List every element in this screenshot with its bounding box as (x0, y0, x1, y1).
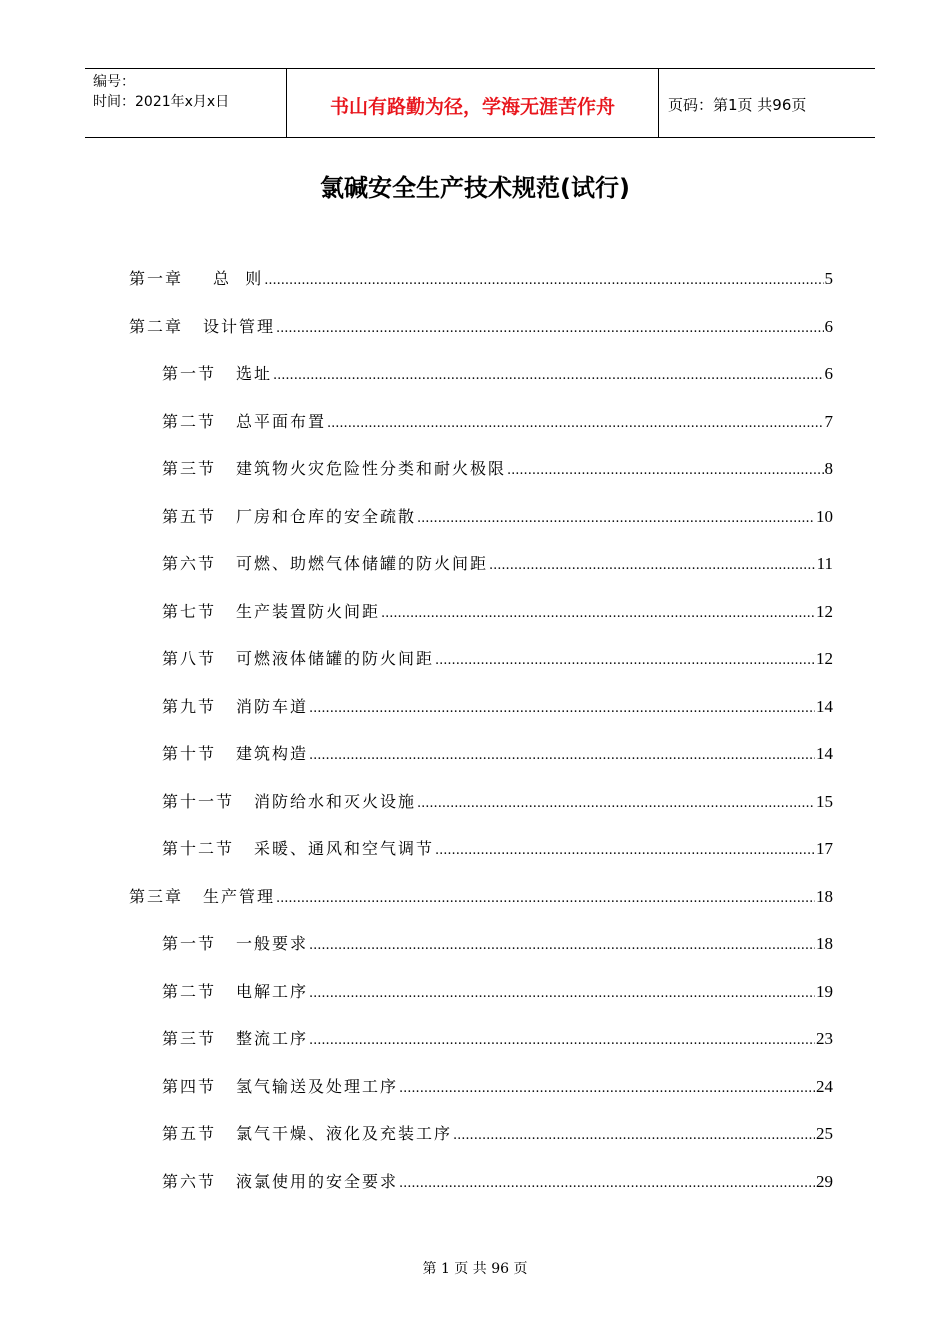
toc-entry-title: 生产装置防火间距 (236, 601, 381, 621)
toc-entry-title: 可燃、助燃气体储罐的防火间距 (236, 554, 489, 573)
toc-entry-title: 生产管理 (203, 886, 276, 906)
toc-entry-number: 第七节 (162, 601, 217, 621)
toc-leader-dots (435, 653, 815, 668)
toc-entry[interactable] (162, 1121, 833, 1145)
time-label: 时间：2021年x月x日 (93, 94, 230, 110)
toc-entry-number: 第九节 (162, 696, 217, 716)
toc-entry[interactable] (162, 1074, 833, 1098)
toc-entry-title: 设计管理 (203, 316, 276, 336)
toc-entry-number: 第二节 (162, 411, 217, 431)
toc-entry-title: 液氯使用的安全要求 (236, 1171, 399, 1191)
toc-entry-title: 可燃液体储罐的防火间距 (236, 649, 435, 668)
toc-entry-page: 7 (824, 411, 833, 431)
toc-entry-number: 第一节 (162, 364, 217, 383)
toc-entry-page: 6 (824, 364, 833, 383)
toc-entry-number: 第一节 (162, 934, 217, 953)
toc-entry-number: 第三章 (129, 886, 184, 906)
toc-entry-number: 第八节 (162, 649, 217, 668)
document-title: 氯碱安全生产技术规范(试行) (320, 174, 630, 202)
toc-entry[interactable] (162, 456, 833, 480)
toc-entry-title: 整流工序 (236, 1029, 309, 1048)
toc-leader-dots (309, 938, 815, 953)
number-label: 编号： (93, 74, 135, 90)
toc-entry[interactable] (162, 409, 833, 433)
toc-entry-page: 10 (816, 506, 833, 526)
toc-entry-page: 14 (816, 744, 833, 763)
toc-entry-title: 总 则 (213, 269, 264, 288)
toc-entry[interactable] (162, 931, 833, 955)
toc-entry-number: 第十节 (162, 744, 217, 763)
toc-entry-number: 第五节 (162, 506, 217, 526)
toc-entry-page: 23 (816, 1029, 833, 1048)
toc-entry-page: 19 (816, 981, 833, 1001)
toc-entry-title: 氢气输送及处理工序 (236, 1076, 399, 1096)
toc-entry-number: 第三节 (162, 1029, 217, 1048)
toc-entry-title: 氯气干燥、液化及充装工序 (236, 1124, 453, 1143)
toc-leader-dots (309, 701, 815, 716)
toc-entry-number: 第六节 (162, 1171, 217, 1191)
toc-entry[interactable] (162, 789, 833, 813)
toc-entry-page: 18 (816, 934, 833, 953)
toc-entry[interactable] (162, 694, 833, 718)
toc-leader-dots (327, 416, 823, 431)
header-page-info: 页码：第1页 共96页 (668, 95, 807, 114)
toc-entry-title: 总平面布置 (236, 411, 327, 431)
page-footer: 第 1 页 共 96 页 (422, 1261, 528, 1277)
toc-entry[interactable] (129, 266, 833, 290)
toc-entry-title: 消防车道 (236, 696, 309, 716)
toc-entry-page: 29 (816, 1171, 833, 1191)
toc-entry-page: 8 (824, 459, 833, 478)
toc-entry-page: 11 (816, 554, 833, 573)
toc-entry[interactable] (129, 314, 833, 338)
toc-entry-title: 一般要求 (236, 934, 309, 953)
toc-leader-dots (507, 463, 823, 478)
toc-leader-dots (399, 1176, 815, 1191)
toc-entry-title: 厂房和仓库的安全疏散 (236, 506, 417, 526)
toc-entry-number: 第二节 (162, 981, 217, 1001)
toc-entry-title: 消防给水和灭火设施 (254, 791, 417, 811)
toc-entry-number: 第六节 (162, 554, 217, 573)
toc-entry-number: 第十二节 (162, 839, 235, 858)
toc-leader-dots (276, 321, 823, 336)
toc-entry[interactable] (162, 836, 833, 860)
toc-leader-dots (276, 891, 815, 906)
toc-leader-dots (264, 273, 823, 288)
toc-entry[interactable] (162, 361, 833, 385)
toc-entry[interactable] (162, 504, 833, 528)
toc-entry[interactable] (162, 551, 833, 575)
toc-entry[interactable] (162, 646, 833, 670)
toc-leader-dots (381, 606, 815, 621)
toc-leader-dots (453, 1128, 815, 1143)
page-header (85, 68, 875, 138)
toc-entry-page: 15 (816, 791, 833, 811)
toc-leader-dots (309, 1033, 815, 1048)
toc-entry-number: 第五节 (162, 1124, 217, 1143)
toc-entry-page: 17 (816, 839, 833, 858)
toc-entry-number: 第三节 (162, 459, 217, 478)
toc-entry[interactable] (129, 884, 833, 908)
toc-leader-dots (417, 511, 815, 526)
toc-leader-dots (309, 986, 815, 1001)
toc-entry-number: 第十一节 (162, 791, 235, 811)
toc-entry-title: 选址 (236, 364, 273, 383)
toc-entry[interactable] (162, 599, 833, 623)
header-motto: 书山有路勤为径，学海无涯苦作舟 (286, 69, 659, 137)
toc-entry-page: 6 (824, 316, 833, 336)
toc-entry-page: 12 (816, 649, 833, 668)
toc-entry-title: 电解工序 (236, 981, 309, 1001)
toc-entry-title: 采暖、通风和空气调节 (254, 839, 435, 858)
toc-leader-dots (489, 558, 816, 573)
toc-leader-dots (435, 843, 815, 858)
toc-leader-dots (417, 796, 815, 811)
toc-entry[interactable] (162, 1026, 833, 1050)
toc-entry-number: 第一章 (129, 269, 184, 288)
toc-entry-page: 14 (816, 696, 833, 716)
toc-entry[interactable] (162, 979, 833, 1003)
toc-leader-dots (273, 368, 823, 383)
header-meta (85, 69, 286, 137)
toc-leader-dots (309, 748, 815, 763)
toc-entry-page: 12 (816, 601, 833, 621)
toc-entry-number: 第四节 (162, 1076, 217, 1096)
toc-entry-page: 5 (824, 269, 833, 288)
toc-entry-title: 建筑构造 (236, 744, 309, 763)
toc-entry-page: 18 (816, 886, 833, 906)
toc-entry-number: 第二章 (129, 316, 184, 336)
toc-entry[interactable] (162, 1169, 833, 1193)
toc-entry[interactable] (162, 741, 833, 765)
toc-leader-dots (399, 1081, 815, 1096)
toc-entry-page: 25 (816, 1124, 833, 1143)
toc-entry-title: 建筑物火灾危险性分类和耐火极限 (236, 459, 507, 478)
toc-entry-page: 24 (816, 1076, 833, 1096)
